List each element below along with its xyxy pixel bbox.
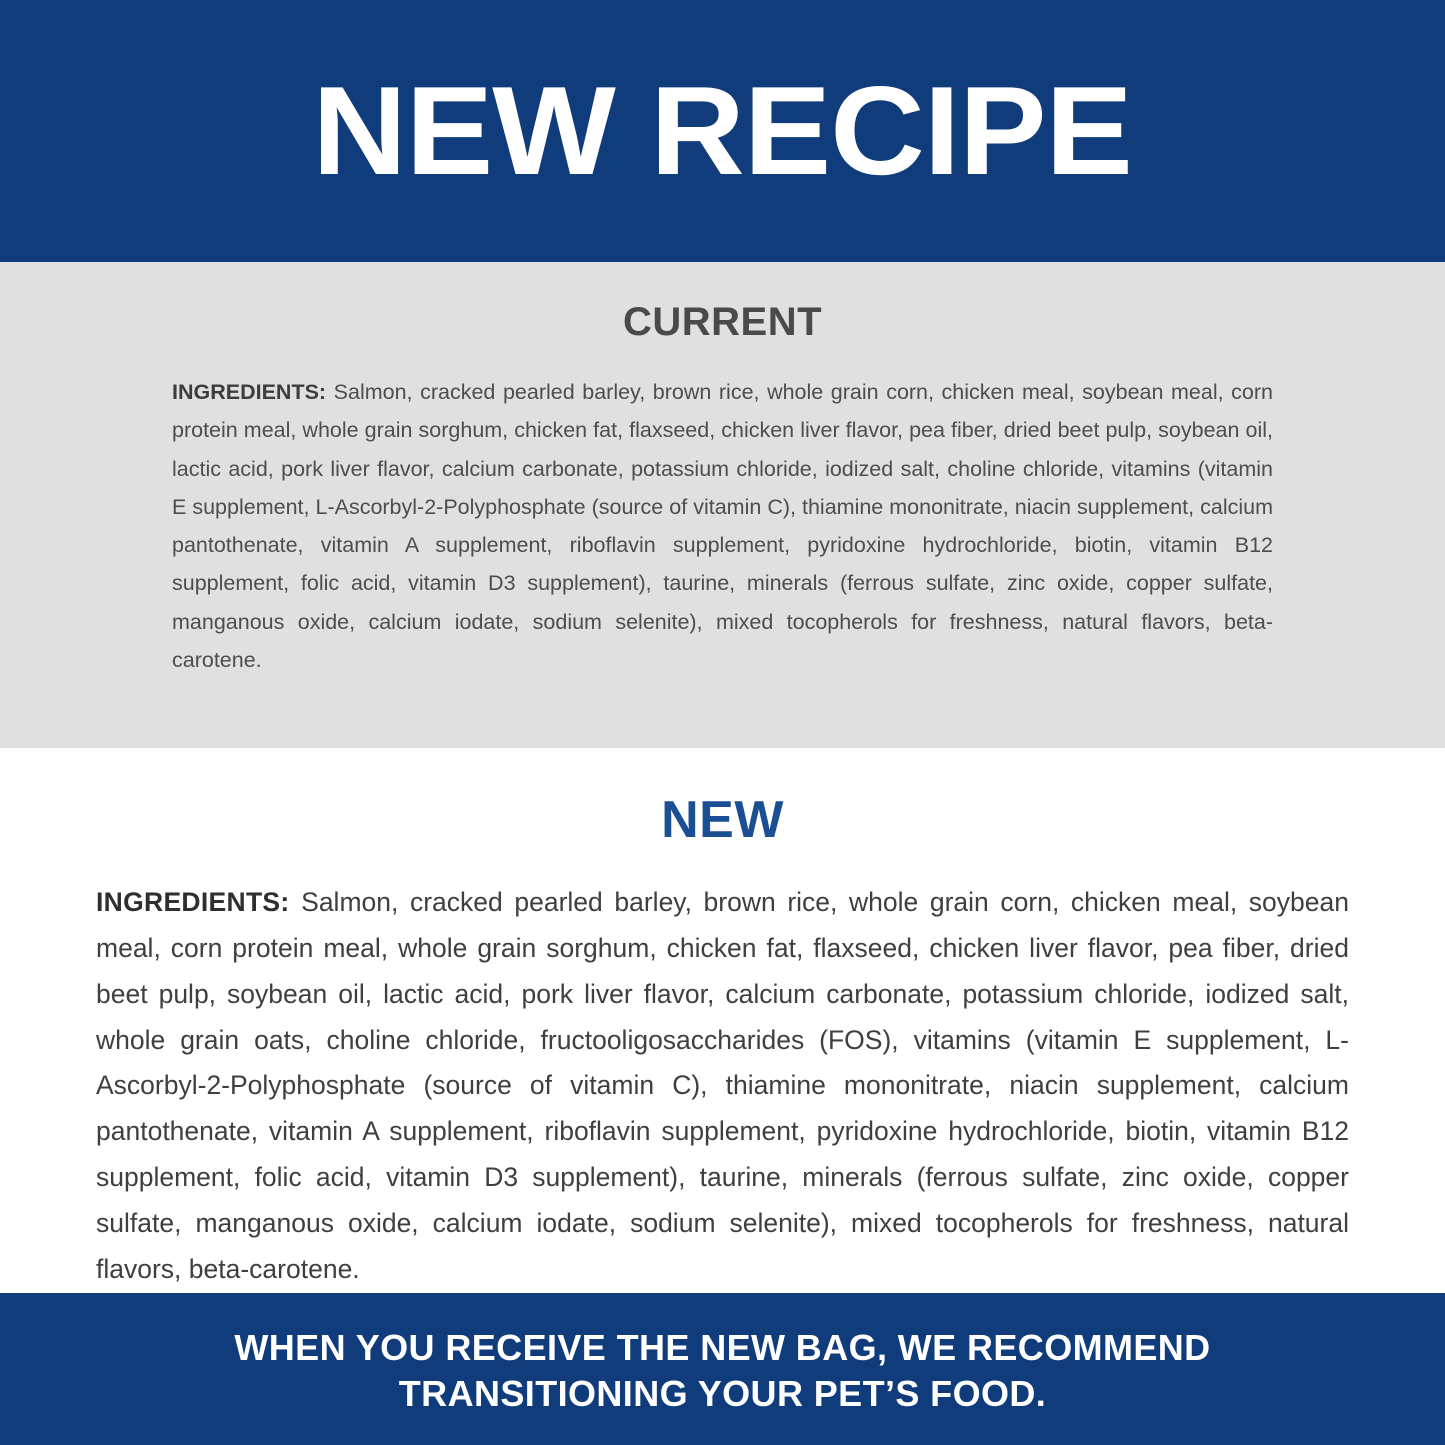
footer-banner: [0, 1293, 1445, 1445]
new-ingredients-paragraph: [96, 880, 1349, 1293]
current-ingredients-text: Salmon, cracked pearled barley, brown rice, whole grain corn, chicken meal, soybean meal, corn protein meal, whole grain sorghum, chicken fat, flaxseed, chicken liver flavor, pea fiber, dried beet pulp, soybean oil, lactic acid, pork liver flavor, calcium carbonate, potassium chloride, iodized salt, choline chloride, vitamins (vitamin E supplement, L-Ascorbyl-2-Polyphosphate (source of vitamin C), thiamine mononitrate, niacin supplement, calcium pantothenate, vitamin A supplement, riboflavin supplement, pyridoxine hydrochloride, biotin, vitamin B12 supplement, folic acid, vitamin D3 supplement), taurine, minerals (ferrous sulfate, zinc oxide, copper sulfate, manganous oxide, calcium iodate, sodium selenite), mixed tocopherols for freshness, natural flavors, beta-carotene.: [172, 380, 1273, 672]
new-recipe-section: [0, 748, 1445, 1293]
footer-line-1: WHEN YOU RECEIVE THE NEW BAG, WE RECOMMEND: [234, 1327, 1211, 1369]
new-heading: NEW: [661, 791, 784, 849]
page-title: NEW RECIPE: [312, 60, 1133, 201]
current-recipe-section: [0, 262, 1445, 748]
new-ingredients-text: Salmon, cracked pearled barley, brown rice, whole grain corn, chicken meal, soybean meal, corn protein meal, whole grain sorghum, chicken fat, flaxseed, chicken liver flavor, pea fiber, dried beet pulp, soybean oil, lactic acid, pork liver flavor, calcium carbonate, potassium chloride, iodized salt, whole grain oats, choline chloride, fructooligosaccharides (FOS), vitamins (vitamin E supplement, L-Ascorbyl-2-Polyphosphate (source of vitamin C), thiamine mononitrate, niacin supplement, calcium pantothenate, vitamin A supplement, riboflavin supplement, pyridoxine hydrochloride, biotin, vitamin B12 supplement, folic acid, vitamin D3 supplement), taurine, minerals (ferrous sulfate, zinc oxide, copper sulfate, manganous oxide, calcium iodate, sodium selenite), mixed tocopherols for freshness, natural flavors, beta-carotene.: [96, 887, 1349, 1284]
new-ingredients-label: INGREDIENTS:: [96, 887, 290, 917]
header-banner: [0, 0, 1445, 262]
current-ingredients-label: INGREDIENTS:: [172, 380, 327, 404]
footer-line-2: TRANSITIONING YOUR PET’S FOOD.: [398, 1372, 1047, 1414]
current-heading: CURRENT: [622, 300, 823, 344]
current-ingredients-paragraph: [172, 373, 1273, 679]
